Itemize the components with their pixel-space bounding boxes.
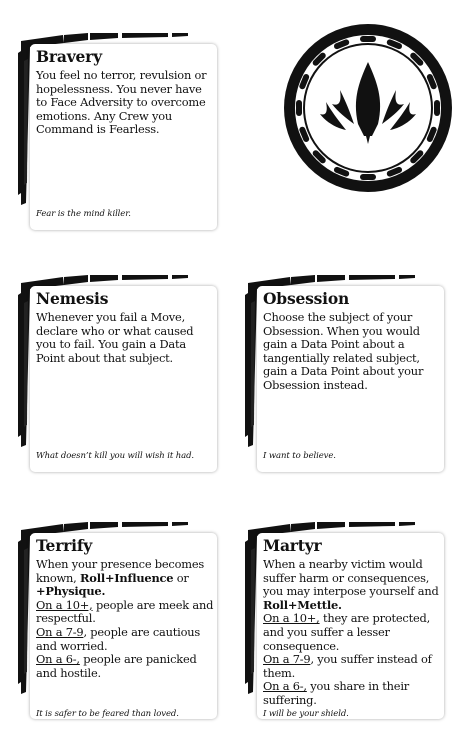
card-quote: I will be your shield. xyxy=(263,709,349,719)
card-title: Obsession xyxy=(263,289,350,308)
card-bravery xyxy=(18,33,215,230)
card-text xyxy=(36,558,214,680)
result-tag: On a 6-, xyxy=(263,679,307,694)
result-tag: On a 7-9 xyxy=(263,652,311,667)
card-title: Terrify xyxy=(36,536,93,555)
roll-stat: Roll+Mettle. xyxy=(263,597,342,612)
result-text: people are panicked and hostile. xyxy=(36,652,197,680)
result-tag: On a 7-9 xyxy=(36,624,84,639)
intro-text: or xyxy=(173,570,189,585)
emblem-logo xyxy=(280,20,456,196)
card-terrify xyxy=(18,522,215,719)
card-text xyxy=(263,558,441,708)
card-quote: It is safer to be feared than loved. xyxy=(36,709,179,719)
roll-stat: Roll+Influence xyxy=(80,570,174,585)
card-obsession xyxy=(245,275,442,472)
intro-text: When your presence becomes known, xyxy=(36,557,205,585)
card-quote: I want to believe. xyxy=(263,451,336,461)
result-text: , you suffer instead of them. xyxy=(263,652,432,680)
result-tag: On a 10+, xyxy=(36,597,93,612)
result-tag: On a 6-, xyxy=(36,652,80,667)
roll-stat: +Physique. xyxy=(36,584,106,599)
card-title: Bravery xyxy=(36,47,102,66)
intro-text: When a nearby victim would suffer harm or consequences, you may interpose yourself and xyxy=(263,557,439,599)
card-nemesis xyxy=(18,275,215,472)
card-martyr xyxy=(245,522,442,719)
result-text: they are protected, and you suffer a lesser consequence. xyxy=(263,611,431,653)
card-text: You feel no terror, revulsion or hopelessness. You never have to Face Adversity to overcome emotions. Any Crew you Command is Fearless. xyxy=(36,68,207,137)
result-text: , people are cautious and worried. xyxy=(36,624,201,653)
card-quote: What doesn’t kill you will wish it had. xyxy=(36,451,195,461)
card-text: Whenever you fail a Move, declare who or what caused you to fail. You gain a Data Point about that subject. xyxy=(36,310,194,365)
card-quote: Fear is the mind killer. xyxy=(36,209,131,219)
card-title: Nemesis xyxy=(36,289,109,308)
card-title: Martyr xyxy=(263,536,322,555)
card-text: Choose the subject of your Obsession. When you would gain a Data Point about a tangentially related subject, gain a Data Point about your Obsession instead. xyxy=(263,310,424,392)
result-tag: On a 10+, xyxy=(263,611,320,626)
result-text: you share in their suffering. xyxy=(263,679,410,707)
result-text: people are meek and respectful. xyxy=(36,597,214,626)
